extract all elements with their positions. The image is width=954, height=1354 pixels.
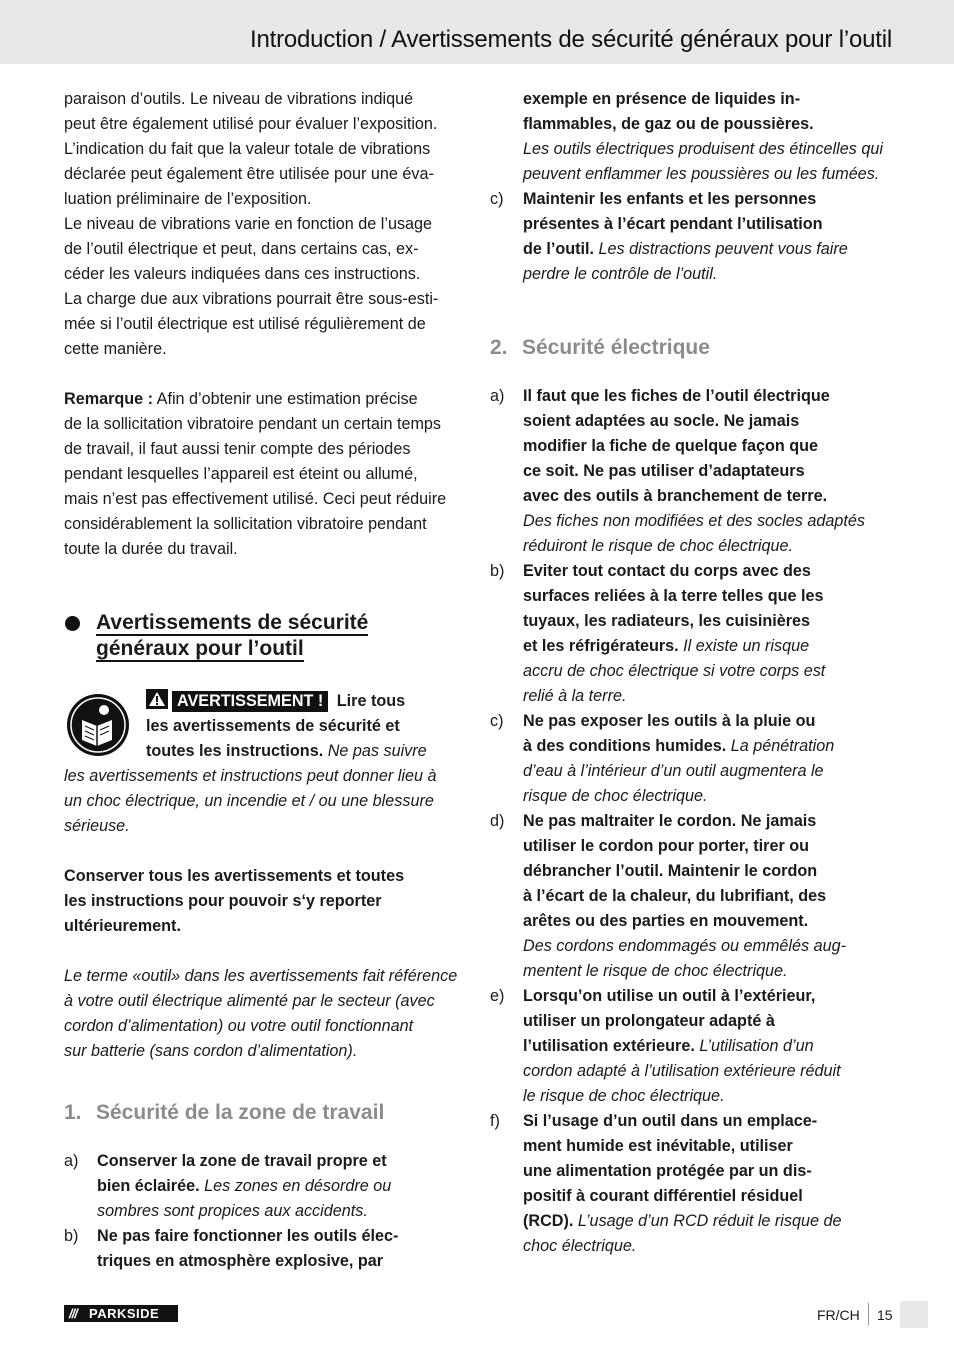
text-line: toutes les instructions. (146, 742, 324, 760)
list-item: c) Ne pas exposer les outils à la pluie ou à des conditions humides. La pénétration d’eau à l’intérieur d’un outil augmentera le risque de choc électrique. (490, 712, 835, 805)
keep-instructions: Conserver tous les avertissements et toutes les instructions pour pouvoir s‘y reporter ultérieurement. (64, 867, 405, 935)
safety-heading: Avertissements de sécurité généraux pour l’outil (64, 610, 464, 662)
parkside-logo: /// PARKSIDE (64, 1305, 178, 1322)
text-line: un choc électrique, un incendie et / ou une blessure (64, 792, 434, 810)
remark-label: Remarque : (64, 390, 154, 408)
remark-paragraph (64, 387, 464, 562)
warning-block: AVERTISSEMENT ! Lire tous les avertissements de sécurité et toutes les instructions. Ne pas suivre les avertissements et instructions peut donner lieu à un choc électrique, un incendie et / ou une blessure sérieuse. (64, 689, 464, 839)
list-item: a) Il faut que les fiches de l’outil électrique soient adaptées au socle. Ne jamais modifier la fiche de quelque façon que ce soit. Ne pas utiliser d’adaptateurs avec des outils à branchement de terre. Des fiches non modifiées et des socles adaptés réduiront le risque de choc électrique. (490, 387, 865, 555)
text-line: les avertissements et instructions peut donner lieu à (64, 767, 437, 785)
warning-triangle-icon (146, 689, 168, 709)
page-number: 15 (877, 1307, 893, 1323)
text-line: les avertissements de sécurité et (146, 717, 400, 735)
text-line: paraison d’outils. Le niveau de vibrations indiqué (64, 90, 414, 108)
intro-paragraph (64, 87, 464, 362)
list-item: exemple en présence de liquides in- flammables, de gaz ou de poussières. Les outils électriques produisent des étincelles qui peuvent enflammer les poussières ou les fumées. (523, 90, 883, 183)
page-header (0, 0, 954, 64)
text-line: mais n’est pas effectivement utilisé. Ceci peut réduire (64, 490, 447, 508)
text-line: considérablement la sollicitation vibratoire pendant (64, 515, 427, 533)
text-line: luation préliminaire de l’exposition. (64, 190, 312, 208)
language-code: FR/CH (817, 1307, 860, 1323)
warning-badge: AVERTISSEMENT ! (172, 691, 328, 712)
text-line: peut être également utilisé pour évaluer l’exposition. (64, 115, 438, 133)
footer-tab (900, 1301, 928, 1328)
page-title: Introduction / Avertissements de sécurité généraux pour l’outil (250, 26, 892, 53)
text-line: toute la durée du travail. (64, 540, 238, 558)
term-definition: Le terme «outil» dans les avertissements fait référence à votre outil électrique alimenté par le secteur (avec cordon d’alimentation) ou votre outil fonctionnant sur batterie (sans cordon d’alimentation). (64, 967, 458, 1060)
section-heading-work-area: 1. Sécurité de la zone de travail (64, 1101, 385, 1124)
text-line: de la sollicitation vibratoire pendant un certain temps (64, 415, 442, 433)
text-line: Afin d’obtenir une estimation précise (153, 390, 418, 408)
section-heading-electrical: 2. Sécurité électrique (490, 336, 710, 359)
left-column (64, 87, 464, 1274)
text-line: pendant lesquelles l’appareil est éteint ou allumé, (64, 465, 418, 483)
bullet-icon (65, 616, 80, 631)
text-line: cette manière. (64, 340, 167, 358)
list-item: a) Conserver la zone de travail propre et bien éclairée. Les zones en désordre ou sombres sont propices aux accidents. (64, 1152, 392, 1220)
list-item: f) Si l’usage d’un outil dans un emplace- ment humide est inévitable, utiliser une alimentation protégée par un dis- positif à courant différentiel résiduel (RCD). L’usage d’un RCD réduit le risque de choc électrique. (490, 1112, 842, 1255)
list-item: b) Ne pas faire fonctionner les outils élec- triques en atmosphère explosive, par (64, 1227, 399, 1270)
text-line: céder les valeurs indiquées dans ces instructions. (64, 265, 421, 283)
list-item: b) Eviter tout contact du corps avec des surfaces reliées à la terre telles que les tuyaux, les radiateurs, les cuisinières et les réfrigérateurs. Il existe un risque accru de choc électrique si votre corps est relié à la terre. (490, 562, 826, 705)
list-item: e) Lorsqu’on utilise un outil à l’extérieur, utiliser un prolongateur adapté à l’utilisation extérieure. L’utilisation d’un cordon adapté à l’utilisation extérieure réduit le risque de choc électrique. (490, 987, 841, 1105)
text-line: sérieuse. (64, 817, 130, 835)
text-line: Le niveau de vibrations varie en fonction de l’usage (64, 215, 433, 233)
read-manual-icon (66, 693, 130, 757)
text-line: déclarée peut également être utilisée pour une éva- (64, 165, 434, 183)
list-item: d) Ne pas maltraiter le cordon. Ne jamais utiliser le cordon pour porter, tirer ou débrancher l’outil. Maintenir le cordon à l’écart de la chaleur, du lubrifiant, des arêtes ou des parties en mouvement. Des cordons endommagés ou emmêlés aug- mentent le risque de choc électrique. (490, 812, 847, 980)
footer-divider (868, 1303, 869, 1325)
text-line: mée si l’outil électrique est utilisé régulièrement de (64, 315, 426, 333)
text-line: de l’outil électrique et peut, dans certains cas, ex- (64, 240, 419, 258)
list-item: c) Maintenir les enfants et les personnes présentes à l’écart pendant l’utilisation de l’outil. Les distractions peuvent vous faire perdre le contrôle de l’outil. (490, 190, 848, 283)
text-line: de travail, il faut aussi tenir compte des périodes (64, 440, 411, 458)
right-column (490, 87, 894, 1259)
text-line: L’indication du fait que la valeur totale de vibrations (64, 140, 431, 158)
text-line: La charge due aux vibrations pourrait être sous-esti- (64, 290, 439, 308)
